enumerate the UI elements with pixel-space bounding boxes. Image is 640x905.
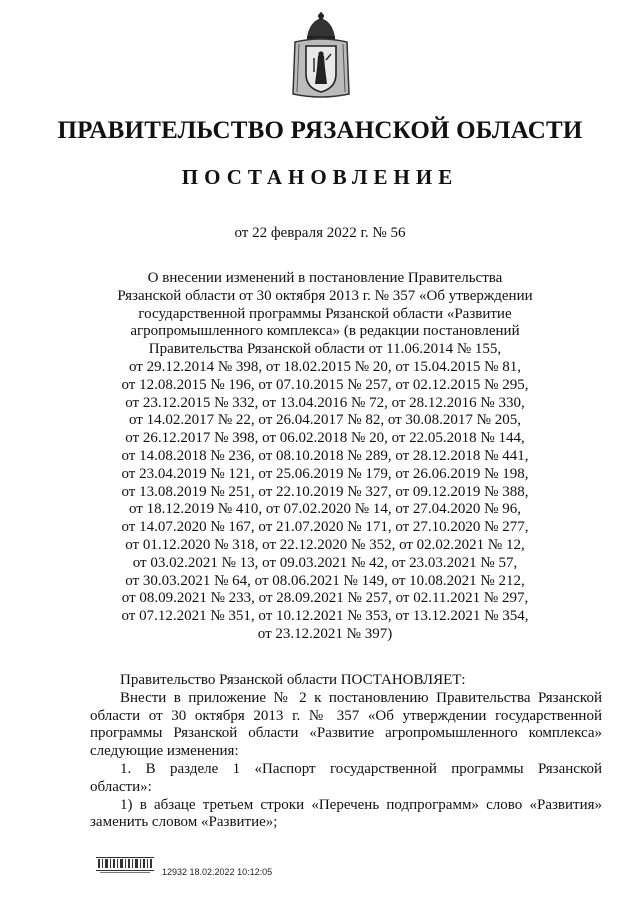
subject-line: от 07.12.2021 № 351, от 10.12.2021 № 353, от 13.12.2021 № 354, (121, 608, 529, 625)
item-line: области»: (90, 778, 152, 795)
document-barcode-icon (96, 853, 154, 875)
decree-body (90, 672, 602, 832)
item-line: 1. В разделе 1 «Паспорт государственной программы Рязанской (120, 760, 602, 777)
government-title: ПРАВИТЕЛЬСТВО РЯЗАНСКОЙ ОБЛАСТИ (57, 117, 583, 144)
subject-line: от 01.12.2020 № 318, от 22.12.2020 № 352, от 02.02.2021 № 12, (125, 536, 525, 553)
subject-line: от 12.08.2015 № 196, от 07.10.2015 № 257, от 02.12.2015 № 295, (121, 376, 529, 393)
paragraph-line: Внести в приложение № 2 к постановлению Правительства Рязанской (120, 689, 602, 706)
subject-line: Рязанской области от 30 октября 2013 г. № 357 «Об утверждении (117, 287, 533, 304)
ryazan-coat-of-arms-icon (289, 10, 353, 100)
decree-intro: Правительство Рязанской области ПОСТАНОВЛЯЕТ: (120, 672, 466, 688)
paragraph-line: программы Рязанской области «Развитие агропромышленного комплекса» (90, 725, 602, 742)
subject-line: от 14.08.2018 № 236, от 08.10.2018 № 289, от 28.12.2018 № 441, (121, 447, 529, 464)
paragraph-line: следующие изменения: (90, 743, 239, 760)
registration-stamp: 12932 18.02.2022 10:12:05 (162, 867, 273, 877)
document-type-title: ПОСТАНОВЛЕНИЕ (181, 165, 459, 189)
subject-line: от 13.08.2019 № 251, от 22.10.2019 № 327, от 09.12.2019 № 388, (121, 483, 529, 500)
document-date-number: от 22 февраля 2022 г. № 56 (234, 225, 406, 241)
subject-line: от 30.03.2021 № 64, от 08.06.2021 № 149, от 10.08.2021 № 212, (125, 572, 525, 589)
subject-line: от 18.12.2019 № 410, от 07.02.2020 № 14, от 27.04.2020 № 96, (128, 501, 521, 518)
subject-line: агропромышленного комплекса» (в редакции постановлений (130, 323, 520, 340)
subject-line: государственной программы Рязанской области «Развитие (138, 305, 512, 322)
subject-line: от 08.09.2021 № 233, от 28.09.2021 № 257, от 02.11.2021 № 297, (121, 590, 529, 607)
subject-line: от 23.12.2015 № 332, от 13.04.2016 № 72, от 28.12.2016 № 330, (125, 394, 525, 411)
subject-line: от 29.12.2014 № 398, от 18.02.2015 № 20, от 15.04.2015 № 81, (128, 358, 521, 375)
subitem-line: заменить словом «Развитие»; (90, 814, 278, 831)
subject-line: от 14.02.2017 № 22, от 26.04.2017 № 82, от 30.08.2017 № 205, (128, 412, 521, 429)
subject-line: от 26.12.2017 № 398, от 06.02.2018 № 20, от 22.05.2018 № 144, (125, 430, 525, 447)
subject-line: от 14.07.2020 № 167, от 21.07.2020 № 171, от 27.10.2020 № 277, (121, 519, 529, 536)
subject-line: от 03.02.2021 № 13, от 09.03.2021 № 42, от 23.03.2021 № 57, (132, 554, 518, 571)
subject-line: от 23.12.2021 № 397) (257, 625, 393, 642)
paragraph-line: области от 30 октября 2013 г. № 357 «Об утверждении государственной (90, 707, 602, 724)
subitem-line: 1) в абзаце третьем строки «Перечень подпрограмм» слово «Развития» (120, 796, 602, 813)
subject-line: О внесении изменений в постановление Правительства (147, 270, 503, 286)
subject-line: Правительства Рязанской области от 11.06.2014 № 155, (148, 341, 502, 358)
subject-line: от 23.04.2019 № 121, от 25.06.2019 № 179, от 26.06.2019 № 198, (121, 465, 529, 482)
document-subject (95, 270, 555, 644)
